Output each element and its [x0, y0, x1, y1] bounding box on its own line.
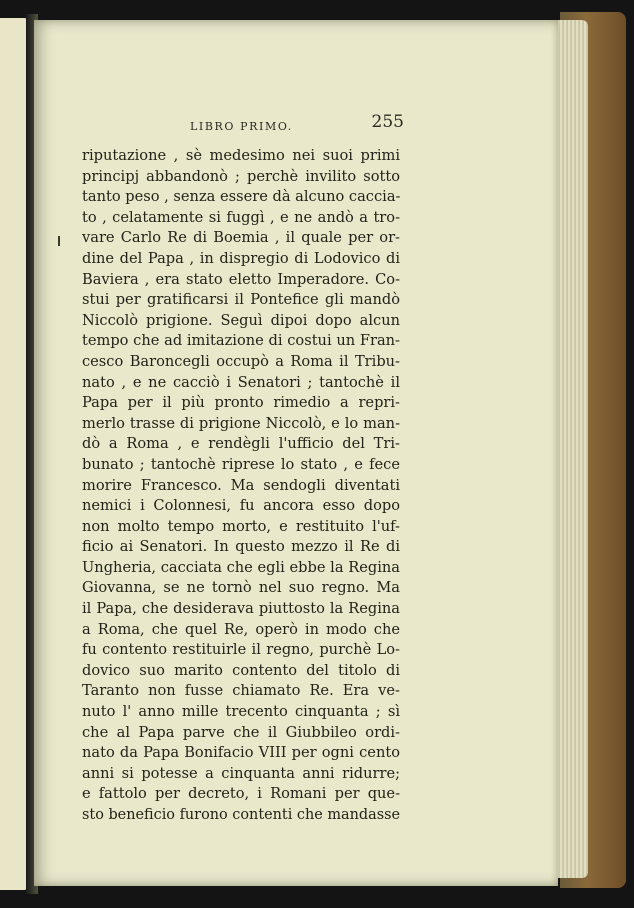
page-number: 255	[371, 112, 404, 132]
text-line: tanto peso , senza essere dà alcuno caccia-	[82, 188, 401, 206]
text-line: Ungheria, cacciata che egli ebbe la Regina	[82, 558, 400, 576]
text-line: sto beneficio furono contenti che mandasse	[82, 806, 401, 823]
text-line: nuto l' anno mille trecento cinquanta ; sì	[82, 703, 400, 721]
text-line: nato , e ne cacciò i Senatori ; tantochè il	[82, 373, 400, 391]
text-line: anni si potesse a cinquanta anni ridurre;	[82, 764, 400, 782]
text-line: tempo che ad imitazione di costui un Fran-	[82, 332, 400, 350]
text-line: dine del Papa , in dispregio di Lodovico di	[82, 249, 400, 267]
text-line: il Papa, che desiderava piuttosto la Regina	[82, 600, 400, 618]
text-line: Papa per il più pronto rimedio a repri-	[82, 394, 400, 412]
text-line: riputazione , sè medesimo nei suoi primi	[82, 147, 400, 164]
text-line: dovico suo marito contento del titolo di	[82, 661, 400, 679]
text-line: nemici i Colonnesi, fu ancora esso dopo	[82, 497, 400, 515]
text-line: principj abbandonò ; perchè invilito sotto	[82, 167, 400, 185]
body-text	[82, 146, 400, 826]
text-line: che al Papa parve che il Giubbileo ordi-	[82, 723, 400, 741]
text-line: Niccolò prigione. Seguì dipoi dopo alcun	[82, 311, 400, 329]
text-line: dò a Roma , e rendègli l'ufficio del Tri-	[82, 435, 400, 453]
text-line: Taranto non fusse chiamato Re. Era ve-	[82, 682, 400, 700]
running-head: LIBRO PRIMO.	[190, 120, 293, 133]
page-header	[190, 108, 404, 138]
text-line: to , celatamente si fuggì , e ne andò a tro-	[82, 208, 400, 226]
text-line: bunato ; tantochè riprese lo stato , e fece	[82, 455, 400, 473]
text-line: vare Carlo Re di Boemia , il quale per or-	[82, 229, 400, 247]
text-line: stui per gratificarsi il Pontefice gli mandò	[82, 291, 400, 309]
text-line: ficio ai Senatori. In questo mezzo il Re di	[82, 538, 400, 556]
text-line: fu contento restituirle il regno, purchè Lo-	[82, 641, 400, 659]
text-line: cesco Baroncegli occupò a Roma il Tribu-	[82, 352, 400, 370]
text-line: non molto tempo morto, e restituito l'uf-	[82, 517, 400, 535]
text-line: a Roma, che quel Re, operò in modo che	[82, 620, 400, 638]
margin-mark	[58, 236, 60, 246]
text-line: Giovanna, se ne tornò nel suo regno. Ma	[82, 579, 400, 597]
text-line: morire Francesco. Ma sendogli diventati	[82, 476, 400, 494]
text-line: e fattolo per decreto, i Romani per que-	[82, 785, 400, 803]
text-line: Baviera , era stato eletto Imperadore. Co-	[82, 270, 400, 288]
text-line: merlo trasse di prigione Niccolò, e lo man-	[82, 414, 400, 432]
text-line: nato da Papa Bonifacio VIII per ogni cento	[82, 744, 400, 762]
